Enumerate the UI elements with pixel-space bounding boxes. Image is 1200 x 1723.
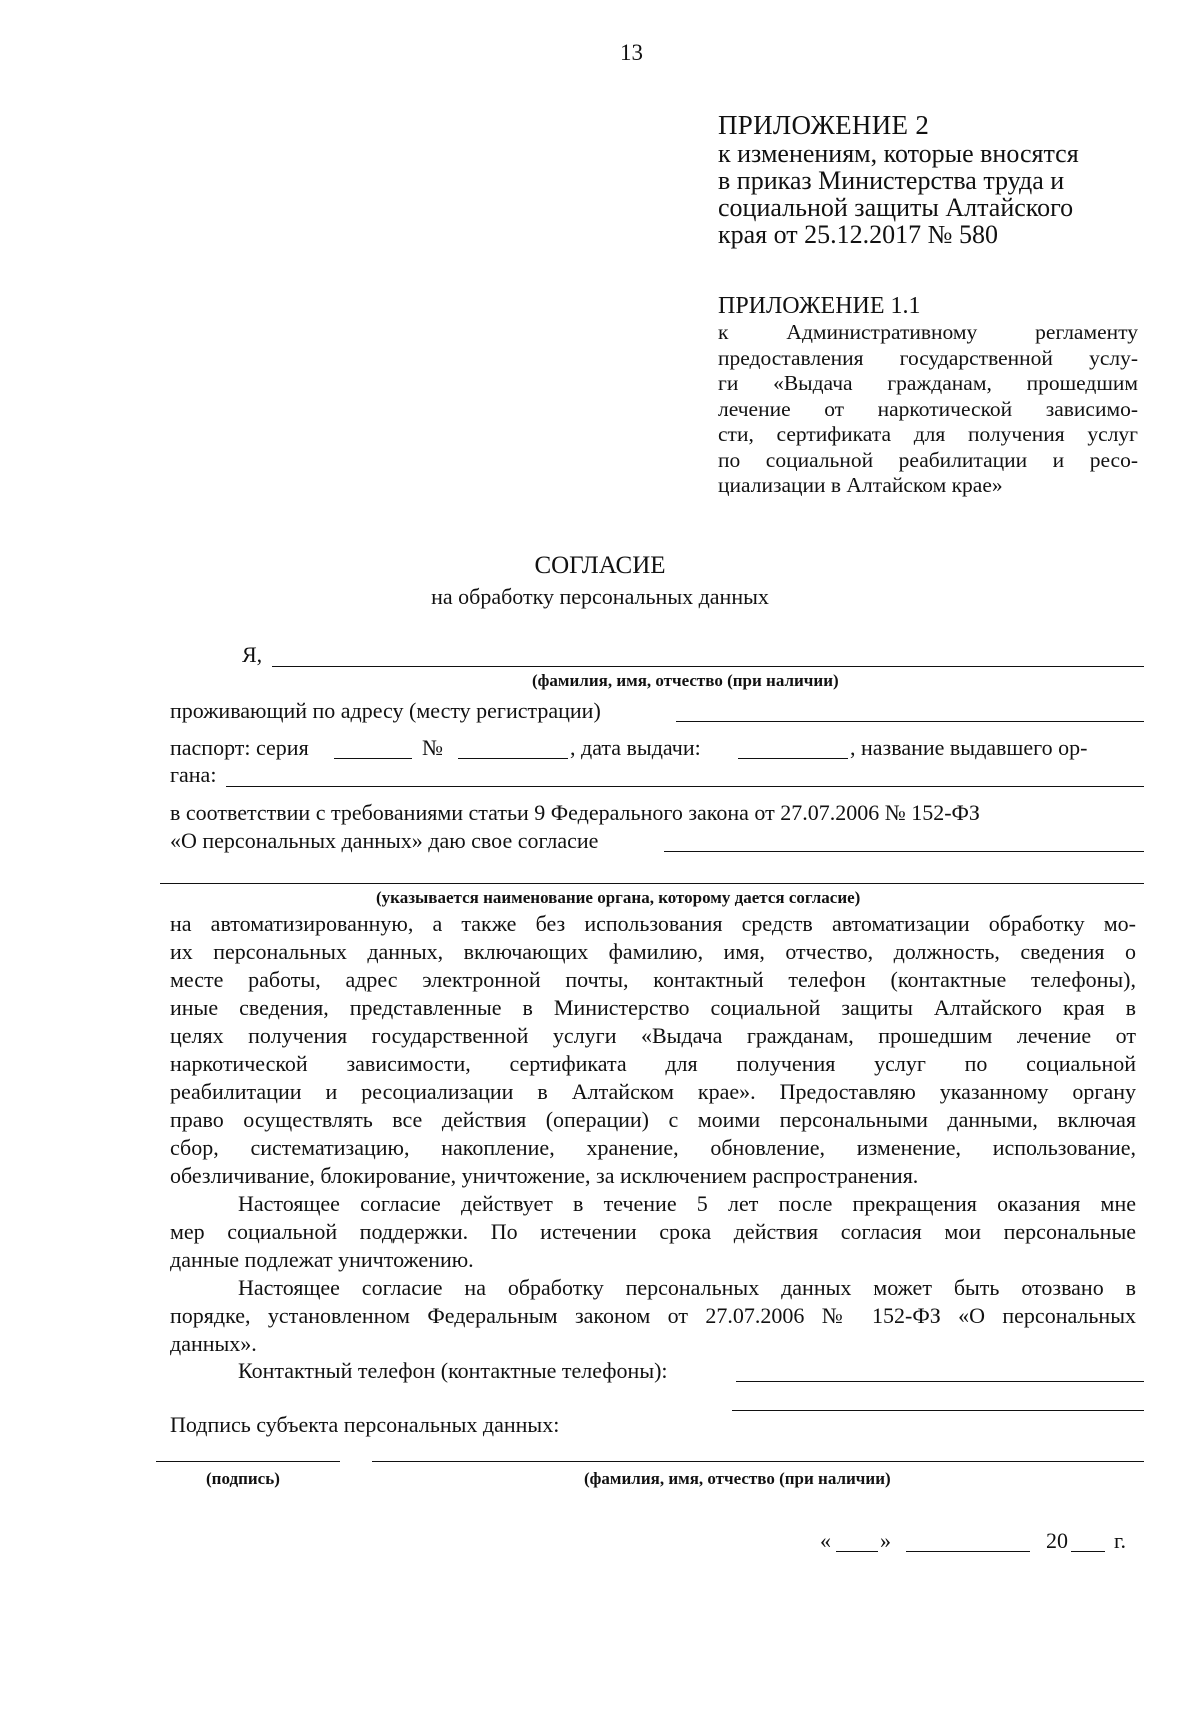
law-line-1: в соответствии с требованиями статьи 9 Федерального закона от 27.07.2006 № 152-ФЗ [170,800,980,825]
body-line: сбор, систематизацию, накопление, хранение, обновление, изменение, использование, [170,1135,1136,1160]
body-line: на автоматизированную, а также без использования средств автоматизации обработку мо- [170,911,1136,936]
validity-line: Настоящее согласие действует в течение 5 лет после прекращения оказания мне [238,1191,1136,1216]
issuer-label: , название выдавшего ор- [850,735,1088,760]
date-year-prefix: 20 [1046,1528,1068,1553]
body-line: реабилитации и ресоциализации в Алтайском крае». Предоставляю указанному органу [170,1079,1136,1104]
fio-field[interactable] [272,666,1144,667]
revoke-line: Настоящее согласие на обработку персональных данных может быть отозвано в [238,1275,1136,1300]
appendix-2-line: края от 25.12.2017 № 580 [718,220,998,249]
appendix-1-1-line: предоставления государственной услу- [718,345,1138,370]
body-line: целях получения государственной услуги «Выдача гражданам, прошедшим лечение от [170,1023,1136,1048]
contact-phone-label: Контактный телефон (контактные телефоны): [238,1358,668,1383]
signature-fio-caption: (фамилия, имя, отчество (при наличии) [584,1469,891,1488]
doc-title: СОГЛАСИЕ [534,552,666,579]
passport-series-field[interactable] [334,758,412,759]
appendix-1-1-line: ги «Выдача гражданам, прошедшим [718,371,1138,395]
issue-date-label: , дата выдачи: [570,735,701,760]
body-line: наркотической зависимости, сертификата для получения услуг по социальной [170,1051,1136,1076]
page-number: 13 [620,40,643,65]
law-line-2: «О персональных данных» даю свое согласие [170,828,599,853]
passport-number-label: № [422,735,443,760]
address-label: проживающий по адресу (месту регистрации) [170,698,601,723]
appendix-1-1-line: к Административному регламенту [718,320,1138,344]
body-line: их персональных данных, включающих фамилию, имя, отчество, должность, сведения о [170,939,1136,964]
signature-fio-field[interactable] [372,1461,1144,1462]
revoke-line: порядке, установленном Федеральным законом от 27.07.2006 № 152-ФЗ «О персональных [170,1303,1136,1328]
appendix-1-1-block [718,292,1138,499]
date-day-field[interactable] [836,1551,878,1552]
date-year-suffix: г. [1114,1528,1127,1553]
contact-phone-field-2[interactable] [732,1410,1144,1411]
organ-caption: (указывается наименование органа, которому дается согласие) [376,888,861,907]
consent-organ-field-2[interactable] [160,883,1144,884]
validity-line: мер социальной поддержки. По истечении срока действия согласия мои персональные [170,1219,1136,1244]
date-year-field[interactable] [1071,1551,1105,1552]
address-field[interactable] [676,721,1144,722]
body-line: обезличивание, блокирование, уничтожение, за исключением распространения. [170,1163,919,1188]
signature-field[interactable] [156,1461,340,1462]
body-line: месте работы, адрес электронной почты, контактный телефон (контактные телефоны), [170,967,1136,992]
appendix-2-line: к изменениям, которые вносятся [718,139,1079,168]
body-line: иные сведения, представленные в Министерство социальной защиты Алтайского края в [170,995,1136,1020]
appendix-2-lines [718,140,1138,248]
body-line: право осуществлять все действия (операции) с моими персональными данными, включая [170,1107,1136,1132]
appendix-1-1-line: лечение от наркотической зависимо- [718,396,1138,421]
fio-caption: (фамилия, имя, отчество (при наличии) [532,671,839,690]
appendix-2-line: социальной защиты Алтайского [718,193,1074,222]
revoke-line: данных». [170,1331,257,1356]
appendix-1-1-line: по социальной реабилитации и ресо- [718,447,1138,472]
passport-series-label: паспорт: серия [170,735,309,760]
consent-organ-field[interactable] [664,851,1144,852]
signature-label: Подпись субъекта персональных данных: [170,1412,560,1437]
issue-date-field[interactable] [738,758,848,759]
consent-body [170,910,1136,1358]
appendix-2-block [718,110,1138,248]
contact-phone-field[interactable] [736,1381,1144,1382]
signature-caption: (подпись) [206,1469,280,1488]
ya-label: Я, [242,642,263,667]
passport-number-field[interactable] [458,758,568,759]
appendix-1-1-lines [718,320,1138,499]
doc-subtitle: на обработку персональных данных [431,584,769,609]
appendix-1-1-title: ПРИЛОЖЕНИЕ 1.1 [718,293,921,319]
appendix-1-1-line: сти, сертификата для получения услуг [718,422,1138,446]
date-open-quote: « [820,1528,831,1553]
appendix-2-line: в приказ Министерства труда и [718,166,1065,195]
issuer-field[interactable] [226,786,1144,787]
validity-line: данные подлежат уничтожению. [170,1247,474,1272]
issuer-cont-label: гана: [170,762,217,787]
appendix-2-title: ПРИЛОЖЕНИЕ 2 [718,110,930,140]
appendix-1-1-line: циализации в Алтайском крае» [718,473,1003,497]
date-close-quote: » [880,1528,891,1553]
date-month-field[interactable] [906,1551,1030,1552]
